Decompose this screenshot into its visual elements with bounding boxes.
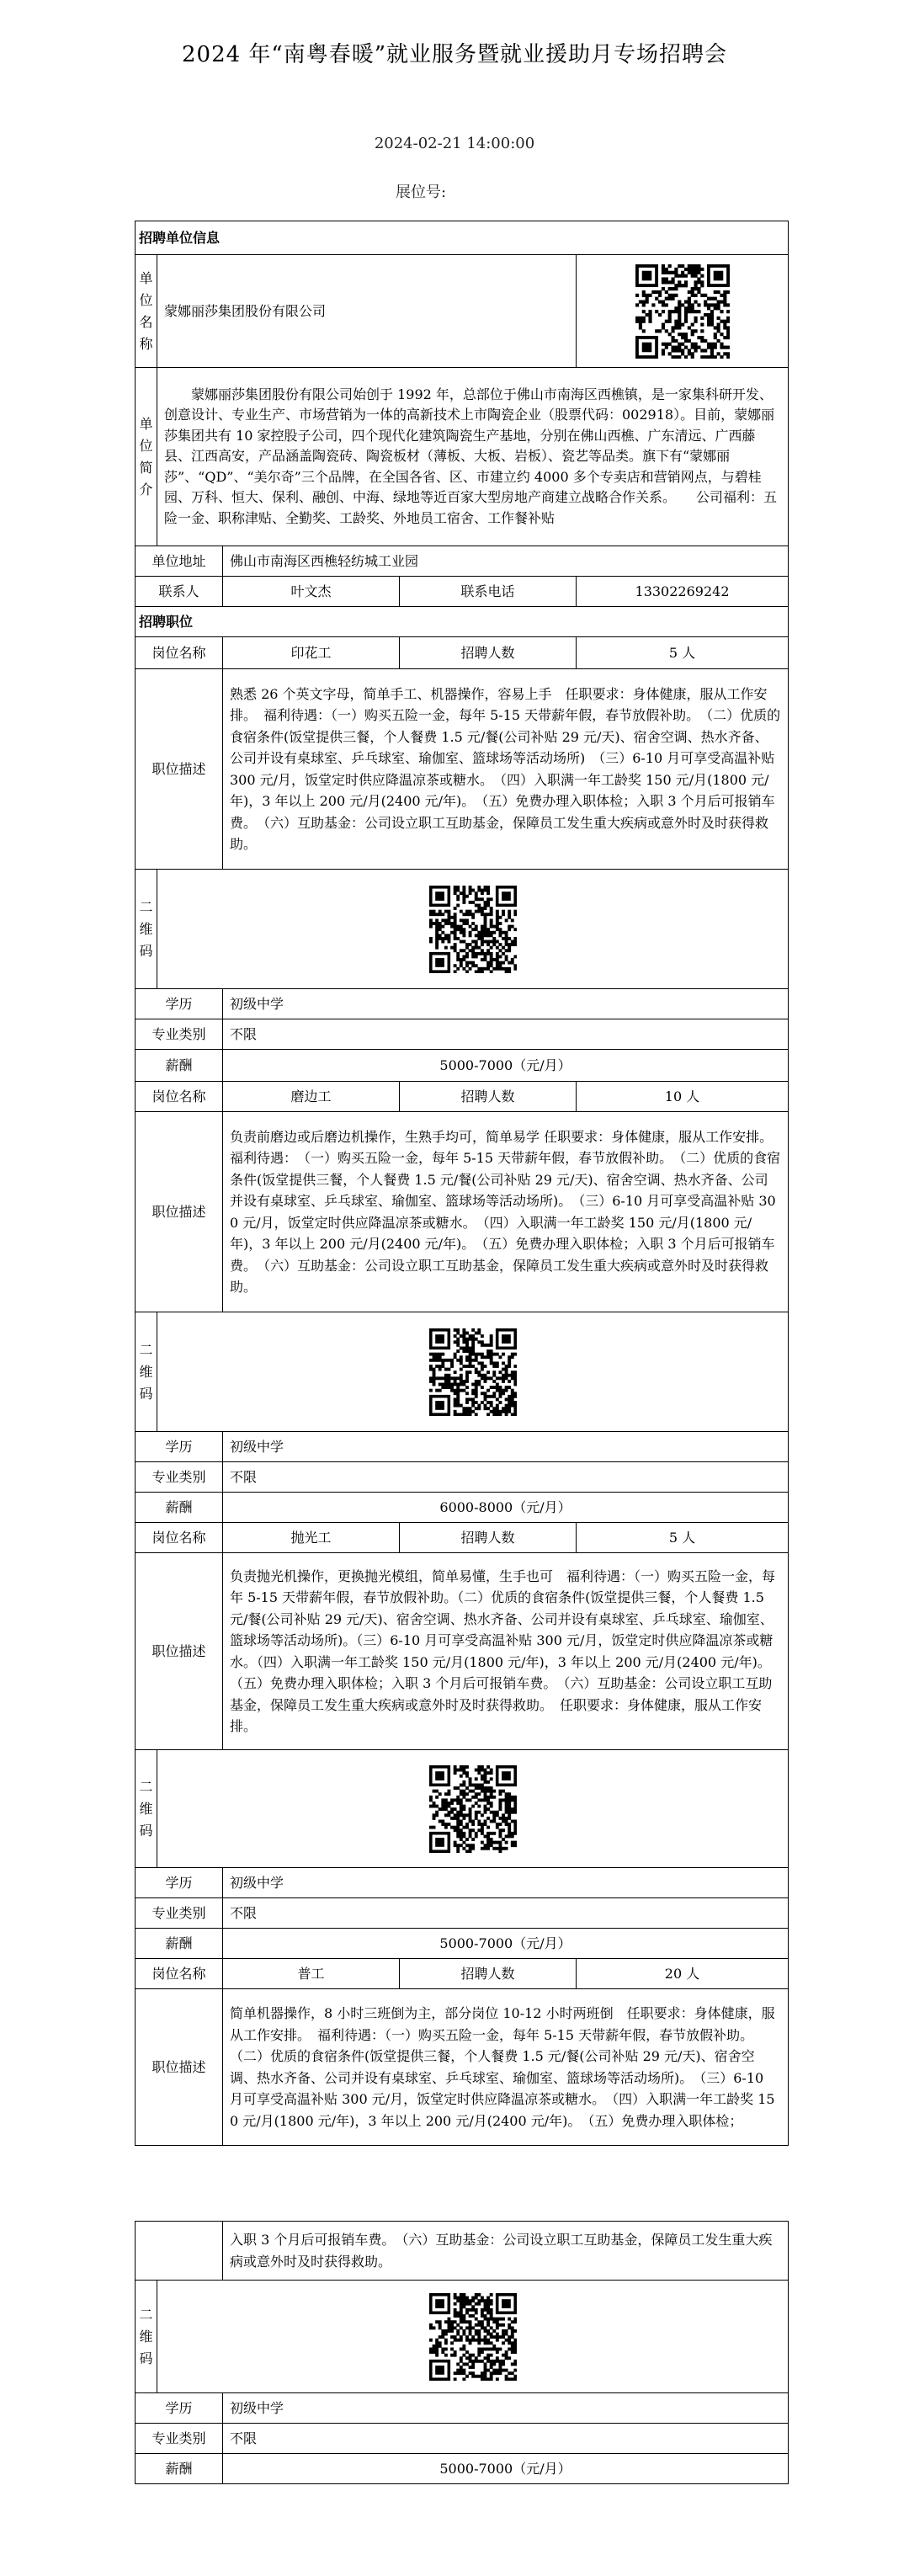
job-title: 印花工 bbox=[223, 637, 400, 669]
salary-value: 5000-7000（元/月） bbox=[223, 1050, 789, 1082]
position-desc-row bbox=[136, 1553, 789, 1750]
contact-label: 联系人 bbox=[136, 577, 223, 607]
position-qr-row bbox=[136, 1312, 789, 1432]
qr-label: 二维码 bbox=[136, 870, 157, 989]
qr-label: 二维码 bbox=[136, 1312, 157, 1432]
major-value: 不限 bbox=[223, 1019, 789, 1050]
position-qr-cell bbox=[157, 870, 789, 989]
phone-label: 联系电话 bbox=[400, 577, 577, 607]
headcount: 20 人 bbox=[577, 1959, 789, 1989]
job-title-label: 岗位名称 bbox=[136, 1082, 223, 1112]
education-value: 初级中学 bbox=[223, 989, 789, 1019]
job-description: 负责抛光机操作，更换抛光模组，简单易懂，生手也可 福利待遇：（一）购买五险一金，每年 5-15 天带薪年假，春节放假补助。（二）优质的食宿条件(饭堂提供三餐，个人餐费 1.5 元/餐(公司补贴 29 元/天)、宿舍空调、热水齐备、公司并设有桌球室、乒乓球室、瑜伽室、篮球场等活动场所)。（三）6-10 月可享受高温补贴 300 元/月，饭堂定时供应降温凉茶或糖水。（四）入职满一年工龄奖 150 元/月(1800 元/年)，3 年以上 200 元/月(2400 元/年)。 （五）免费办理入职体检；入职 3 个月后可报销车费。 （六）互助基金：公司设立职工互助基金，保障员工发生重大疾病或意外时及时获得救助。 任职要求：身体健康，服从工作安排。 bbox=[223, 1553, 789, 1750]
education-label: 学历 bbox=[136, 989, 223, 1019]
headcount: 5 人 bbox=[577, 637, 789, 669]
major-label: 专业类别 bbox=[136, 2424, 223, 2454]
position-major-row bbox=[136, 1019, 789, 1050]
job-desc-label: 职位描述 bbox=[136, 1989, 223, 2146]
job-description: 熟悉 26 个英文字母，简单手工、机器操作，容易上手 任职要求：身体健康，服从工作安排。 福利待遇：（一）购买五险一金，每年 5-15 天带薪年假，春节放假补助。 （二）优质的食宿条件(饭堂提供三餐，个人餐费 1.5 元/餐(公司补贴 29 元/天)、宿舍空调、热水齐备、公司并设有桌球室、乒乓球室、瑜伽室、篮球场等活动场所) （三）6-10 月可享受高温补贴 300 元/月，饭堂定时供应降温凉茶或糖水。 （四）入职满一年工龄奖 150 元/月(1800 元/年)，3 年以上 200 元/月(2400 元/年)。 （五）免费办理入职体检；入职 3 个月后可报销车费。 （六）互助基金：公司设立职工互助基金，保障员工发生重大疾病或意外时及时获得救助。 bbox=[223, 669, 789, 870]
position-qr-code bbox=[429, 1328, 517, 1416]
job-title: 抛光工 bbox=[223, 1523, 400, 1553]
position-major-row bbox=[136, 2424, 789, 2454]
major-value: 不限 bbox=[223, 1898, 789, 1929]
job-description-continued: 入职 3 个月后可报销车费。 （六）互助基金：公司设立职工互助基金，保障员工发生重大疾病或意外时及时获得救助。 bbox=[223, 2222, 789, 2281]
company-name: 蒙娜丽莎集团股份有限公司 bbox=[157, 255, 577, 368]
education-value: 初级中学 bbox=[223, 1432, 789, 1462]
company-address-label: 单位地址 bbox=[136, 546, 223, 577]
event-datetime: 2024-02-21 14:00:00 bbox=[374, 135, 535, 152]
education-label: 学历 bbox=[136, 1868, 223, 1898]
headcount-label: 招聘人数 bbox=[400, 637, 577, 669]
position-qr-row bbox=[136, 2281, 789, 2393]
headcount-label: 招聘人数 bbox=[400, 1082, 577, 1112]
contact-phone: 13302269242 bbox=[577, 577, 789, 607]
major-label: 专业类别 bbox=[136, 1898, 223, 1929]
company-address-row bbox=[136, 546, 789, 577]
job-title: 磨边工 bbox=[223, 1082, 400, 1112]
recruitment-table-continued bbox=[135, 2221, 789, 2484]
company-intro-label: 单位简介 bbox=[136, 368, 157, 546]
position-header-row bbox=[136, 637, 789, 669]
major-label: 专业类别 bbox=[136, 1462, 223, 1493]
section-header-positions bbox=[136, 607, 789, 637]
job-title-label: 岗位名称 bbox=[136, 637, 223, 669]
company-intro-row bbox=[136, 368, 789, 546]
company-name-row bbox=[136, 255, 789, 368]
major-value: 不限 bbox=[223, 1462, 789, 1493]
positions-section-title: 招聘职位 bbox=[136, 607, 789, 637]
position-qr-code bbox=[429, 2293, 517, 2381]
headcount: 5 人 bbox=[577, 1523, 789, 1553]
headcount-label: 招聘人数 bbox=[400, 1523, 577, 1553]
job-desc-label: 职位描述 bbox=[136, 1553, 223, 1750]
company-contact-row bbox=[136, 577, 789, 607]
job-title-label: 岗位名称 bbox=[136, 1523, 223, 1553]
company-section-title: 招聘单位信息 bbox=[136, 221, 789, 255]
major-label: 专业类别 bbox=[136, 1019, 223, 1050]
position-edu-row bbox=[136, 1432, 789, 1462]
position-salary-row bbox=[136, 1493, 789, 1523]
job-title: 普工 bbox=[223, 1959, 400, 1989]
job-desc-label-empty bbox=[136, 2222, 223, 2281]
recruitment-table bbox=[135, 221, 789, 2146]
position-edu-row bbox=[136, 989, 789, 1019]
education-value: 初级中学 bbox=[223, 2393, 789, 2424]
position-desc-continued-row bbox=[136, 2222, 789, 2281]
position-desc-row bbox=[136, 669, 789, 870]
headcount: 10 人 bbox=[577, 1082, 789, 1112]
position-edu-row bbox=[136, 2393, 789, 2424]
position-salary-row bbox=[136, 2454, 789, 2484]
qr-label: 二维码 bbox=[136, 2281, 157, 2393]
position-qr-code bbox=[429, 886, 517, 973]
salary-value: 5000-7000（元/月） bbox=[223, 2454, 789, 2484]
contact-person: 叶文杰 bbox=[223, 577, 400, 607]
company-qr-cell bbox=[577, 255, 789, 368]
position-qr-cell bbox=[157, 1312, 789, 1432]
education-label: 学历 bbox=[136, 1432, 223, 1462]
salary-label: 薪酬 bbox=[136, 1050, 223, 1082]
company-qr-code bbox=[635, 264, 730, 359]
job-desc-label: 职位描述 bbox=[136, 669, 223, 870]
company-name-label: 单位名称 bbox=[136, 255, 157, 368]
booth-number-label: 展位号: bbox=[396, 184, 447, 201]
position-desc-row bbox=[136, 1112, 789, 1312]
job-description: 简单机器操作，8 小时三班倒为主，部分岗位 10-12 小时两班倒 任职要求：身体健康，服从工作安排。 福利待遇：（一）购买五险一金，每年 5-15 天带薪年假，春节放假补助。 （二）优质的食宿条件(饭堂提供三餐，个人餐费 1.5 元/餐(公司补贴 29 元/天)、宿舍空调、热水齐备、公司并设有桌球室、乒乓球室、瑜伽室、篮球场等活动场所)。 （三）6-10 月可享受高温补贴 300 元/月，饭堂定时供应降温凉茶或糖水。 （四）入职满一年工龄奖 150 元/月(1800 元/年)，3 年以上 200 元/月(2400 元/年)。 （五）免费办理入职体检； bbox=[223, 1989, 789, 2146]
position-major-row bbox=[136, 1898, 789, 1929]
company-address: 佛山市南海区西樵轻纺城工业园 bbox=[223, 546, 789, 577]
job-title-label: 岗位名称 bbox=[136, 1959, 223, 1989]
page-title: 2024 年“南粤春暖”就业服务暨就业援助月专场招聘会 bbox=[181, 42, 728, 67]
position-qr-row bbox=[136, 1750, 789, 1868]
salary-label: 薪酬 bbox=[136, 1493, 223, 1523]
job-desc-label: 职位描述 bbox=[136, 1112, 223, 1312]
position-qr-cell bbox=[157, 1750, 789, 1868]
position-header-row bbox=[136, 1959, 789, 1989]
position-edu-row bbox=[136, 1868, 789, 1898]
position-qr-cell bbox=[157, 2281, 789, 2393]
salary-value: 5000-7000（元/月） bbox=[223, 1929, 789, 1959]
salary-label: 薪酬 bbox=[136, 1929, 223, 1959]
qr-label: 二维码 bbox=[136, 1750, 157, 1868]
position-desc-row bbox=[136, 1989, 789, 2146]
position-header-row bbox=[136, 1523, 789, 1553]
education-value: 初级中学 bbox=[223, 1868, 789, 1898]
salary-label: 薪酬 bbox=[136, 2454, 223, 2484]
position-salary-row bbox=[136, 1050, 789, 1082]
company-intro: 蒙娜丽莎集团股份有限公司始创于 1992 年，总部位于佛山市南海区西樵镇，是一家集科研开发、创意设计、专业生产、市场营销为一体的高新技术上市陶瓷企业（股票代码：002918）。目前，蒙娜丽莎集团共有 10 家控股子公司，四个现代化建筑陶瓷生产基地，分别在佛山西樵、广东清远、广西藤县、江西高安，产品涵盖陶瓷砖、陶瓷板材（薄板、大板、岩板）、瓷艺等品类。旗下有“蒙娜丽莎”、“QD”、“美尔奇”三个品牌，在全国各省、区、市建立约 4000 多个专卖店和营销网点，与碧桂园、万科、恒大、保利、融创、中海、绿地等近百家大型房地产商建立战略合作关系。 公司福利：五险一金、职称津贴、全勤奖、工龄奖、外地员工宿舍、工作餐补贴 bbox=[157, 368, 789, 546]
major-value: 不限 bbox=[223, 2424, 789, 2454]
position-major-row bbox=[136, 1462, 789, 1493]
salary-value: 6000-8000（元/月） bbox=[223, 1493, 789, 1523]
education-label: 学历 bbox=[136, 2393, 223, 2424]
headcount-label: 招聘人数 bbox=[400, 1959, 577, 1989]
position-qr-row bbox=[136, 870, 789, 989]
position-qr-code bbox=[429, 1765, 517, 1853]
section-header-company bbox=[136, 221, 789, 255]
job-description: 负责前磨边或后磨边机操作，生熟手均可，简单易学 任职要求：身体健康，服从工作安排。 福利待遇： （一）购买五险一金，每年 5-15 天带薪年假，春节放假补助。 （二）优质的食宿条件(饭堂提供三餐，个人餐费 1.5 元/餐(公司补贴 29 元/天)、宿舍空调、热水齐备、公司并设有桌球室、乒乓球室、瑜伽室、篮球场等活动场所)。 （三）6-10 月可享受高温补贴 300 元/月，饭堂定时供应降温凉茶或糖水。 （四）入职满一年工龄奖 150 元/月(1800 元/年)，3 年以上 200 元/月(2400 元/年)。 （五）免费办理入职体检；入职 3 个月后可报销车费。 （六）互助基金：公司设立职工互助基金，保障员工发生重大疾病或意外时及时获得救助。 bbox=[223, 1112, 789, 1312]
position-salary-row bbox=[136, 1929, 789, 1959]
position-header-row bbox=[136, 1082, 789, 1112]
